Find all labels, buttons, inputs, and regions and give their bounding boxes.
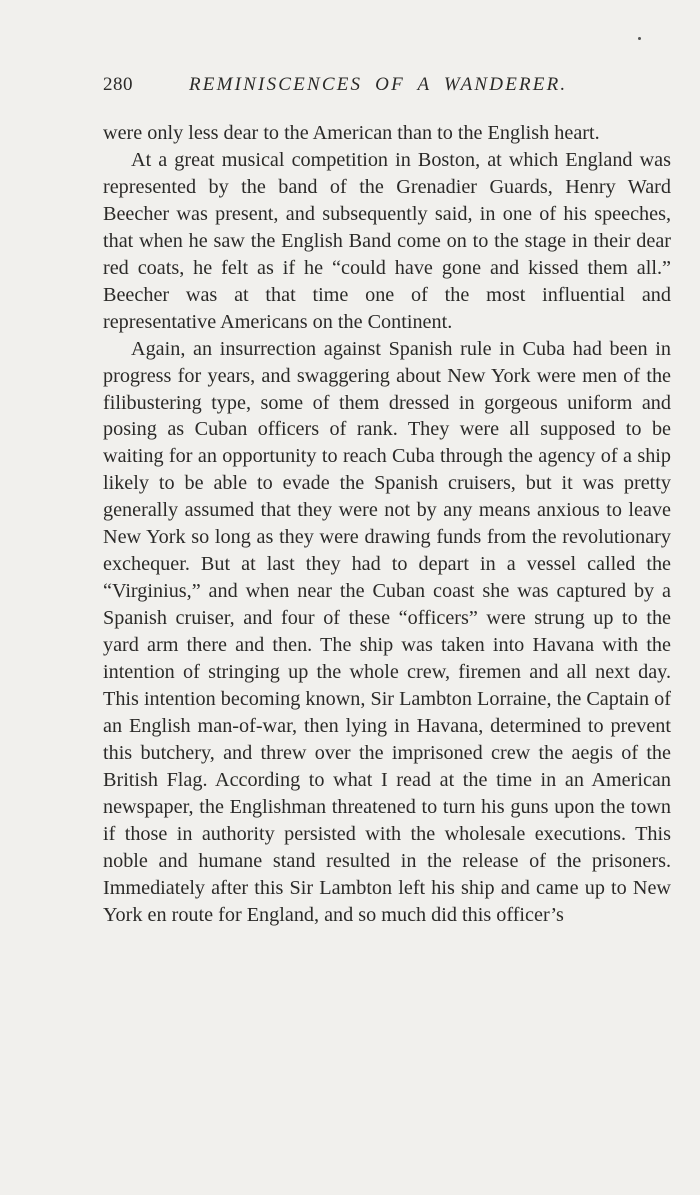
body-text [103,120,671,929]
ink-speck [638,37,641,40]
page-number: 280 [103,74,133,95]
paragraph-beecher: At a great musical competition in Boston, at which England was represented by the band of the Grenadier Guards, Henry Ward Beecher was present, and subsequently said, in one of his speeches, that when he saw the English Band come on to the stage in their dear red coats, he felt as if he “could have gone and kissed them all.” Beecher was at that time one of the most influential and representative Americans on the Continent. [103,148,671,333]
running-title: REMINISCENCES OF A WANDERER. [189,74,568,95]
running-head [103,74,603,104]
paragraph-cuba: Again, an insurrection against Spanish rule in Cuba had been in progress for years, and swaggering about New York were men of the filibustering type, some of them dressed in gorgeous uniform and posing as Cuban officers of rank. They were all supposed to be waiting for an opportunity to reach Cuba through the agency of a ship likely to be able to evade the Spanish cruisers, but it was pretty generally assumed that they were not by any means anxious to leave New York so long as they were drawing funds from the revolutionary exchequer. But at last they had to depart in a vessel called the “Virginius,” and when near the Cuban coast she was captured by a Spanish cruiser, and four of these “officers” were strung up to the yard arm there and then. The ship was taken into Havana with the intention of stringing up the whole crew, firemen and all next day. This intention becoming known, Sir Lambton Lorraine, the Captain of an English man-of-war, then lying in Havana, determined to prevent this butchery, and threw over the imprisoned crew the aegis of the British Flag. According to what I read at the time in an American newspaper, the Englishman threatened to turn his guns upon the town if those in authority persisted with the wholesale executions. This noble and humane stand resulted in the release of the prisoners. Immediately after this Sir Lambton left his ship and came up to New York en route for England, and so much did this officer’s [103,337,671,926]
paragraph-continuation: were only less dear to the American than to the English heart. [103,122,600,144]
